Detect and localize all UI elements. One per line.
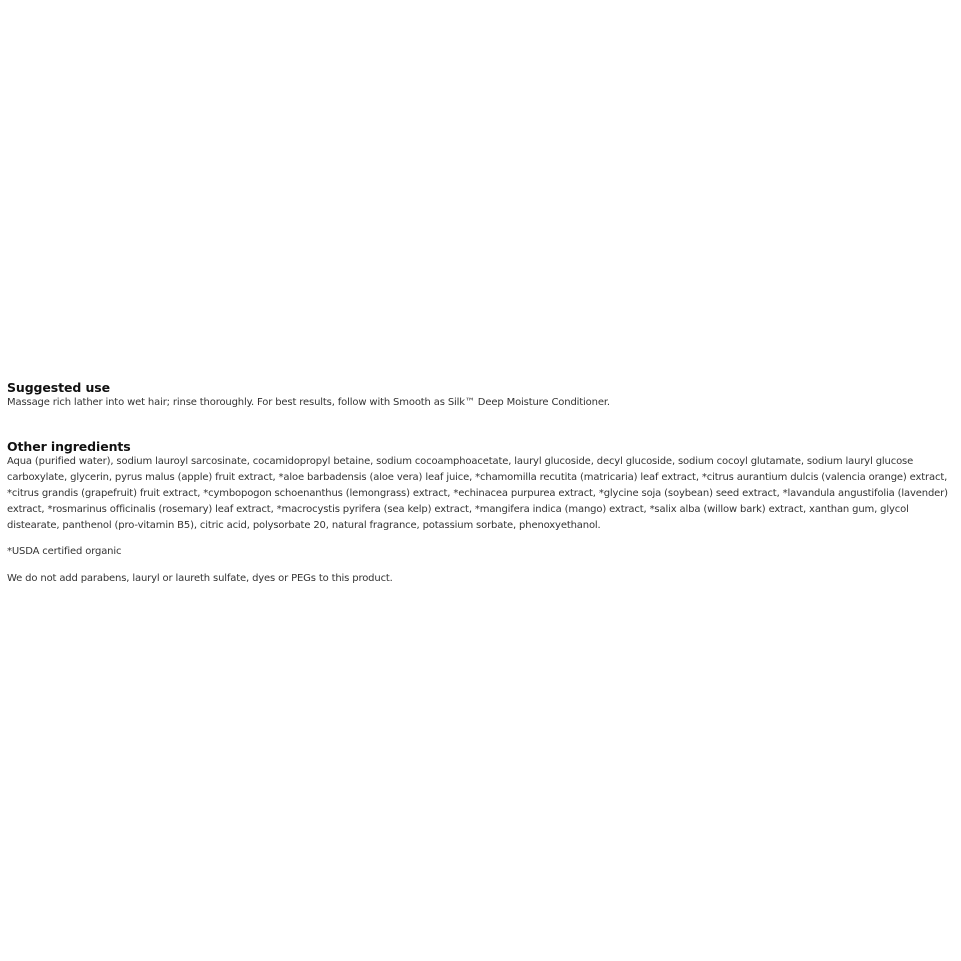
exclusions-note: We do not add parabens, lauryl or laureth sulfate, dyes or PEGs to this product. — [7, 573, 393, 584]
suggested-use-section — [7, 380, 955, 411]
other-ingredients-section — [7, 439, 955, 587]
product-details — [7, 380, 955, 587]
other-ingredients-heading: Other ingredients — [7, 439, 131, 454]
suggested-use-text: Massage rich lather into wet hair; rinse thoroughly. For best results, follow with Smooth as Silk™ Deep Moisture Conditioner. — [7, 397, 610, 408]
organic-note: *USDA certified organic — [7, 546, 122, 557]
suggested-use-heading: Suggested use — [7, 380, 110, 395]
ingredients-list: Aqua (purified water), sodium lauroyl sarcosinate, cocamidopropyl betaine, sodium cocoamphoacetate, lauryl glucoside, decyl glucoside, sodium cocoyl glutamate, sodium lauryl glucose carboxylate, glycerin, pyrus malus (apple) fruit extract, *aloe barbadensis (aloe vera) leaf juice, *chamomilla recutita (matricaria) leaf extract, *citrus aurantium dulcis (valencia orange) extract, *citrus grandis (grapefruit) fruit extract, *cymbopogon schoenanthus (lemongrass) extract, *echinacea purpurea extract, *glycine soja (soybean) seed extract, *lavandula angustifolia (lavender) extract, *rosmarinus officinalis (rosemary) leaf extract, *macrocystis pyrifera (sea kelp) extract, *mangifera indica (mango) extract, *salix alba (willow bark) extract, xanthan gum, glycol distearate, panthenol (pro-vitamin B5), citric acid, polysorbate 20, natural fragrance, potassium sorbate, phenoxyethanol. — [7, 456, 948, 531]
